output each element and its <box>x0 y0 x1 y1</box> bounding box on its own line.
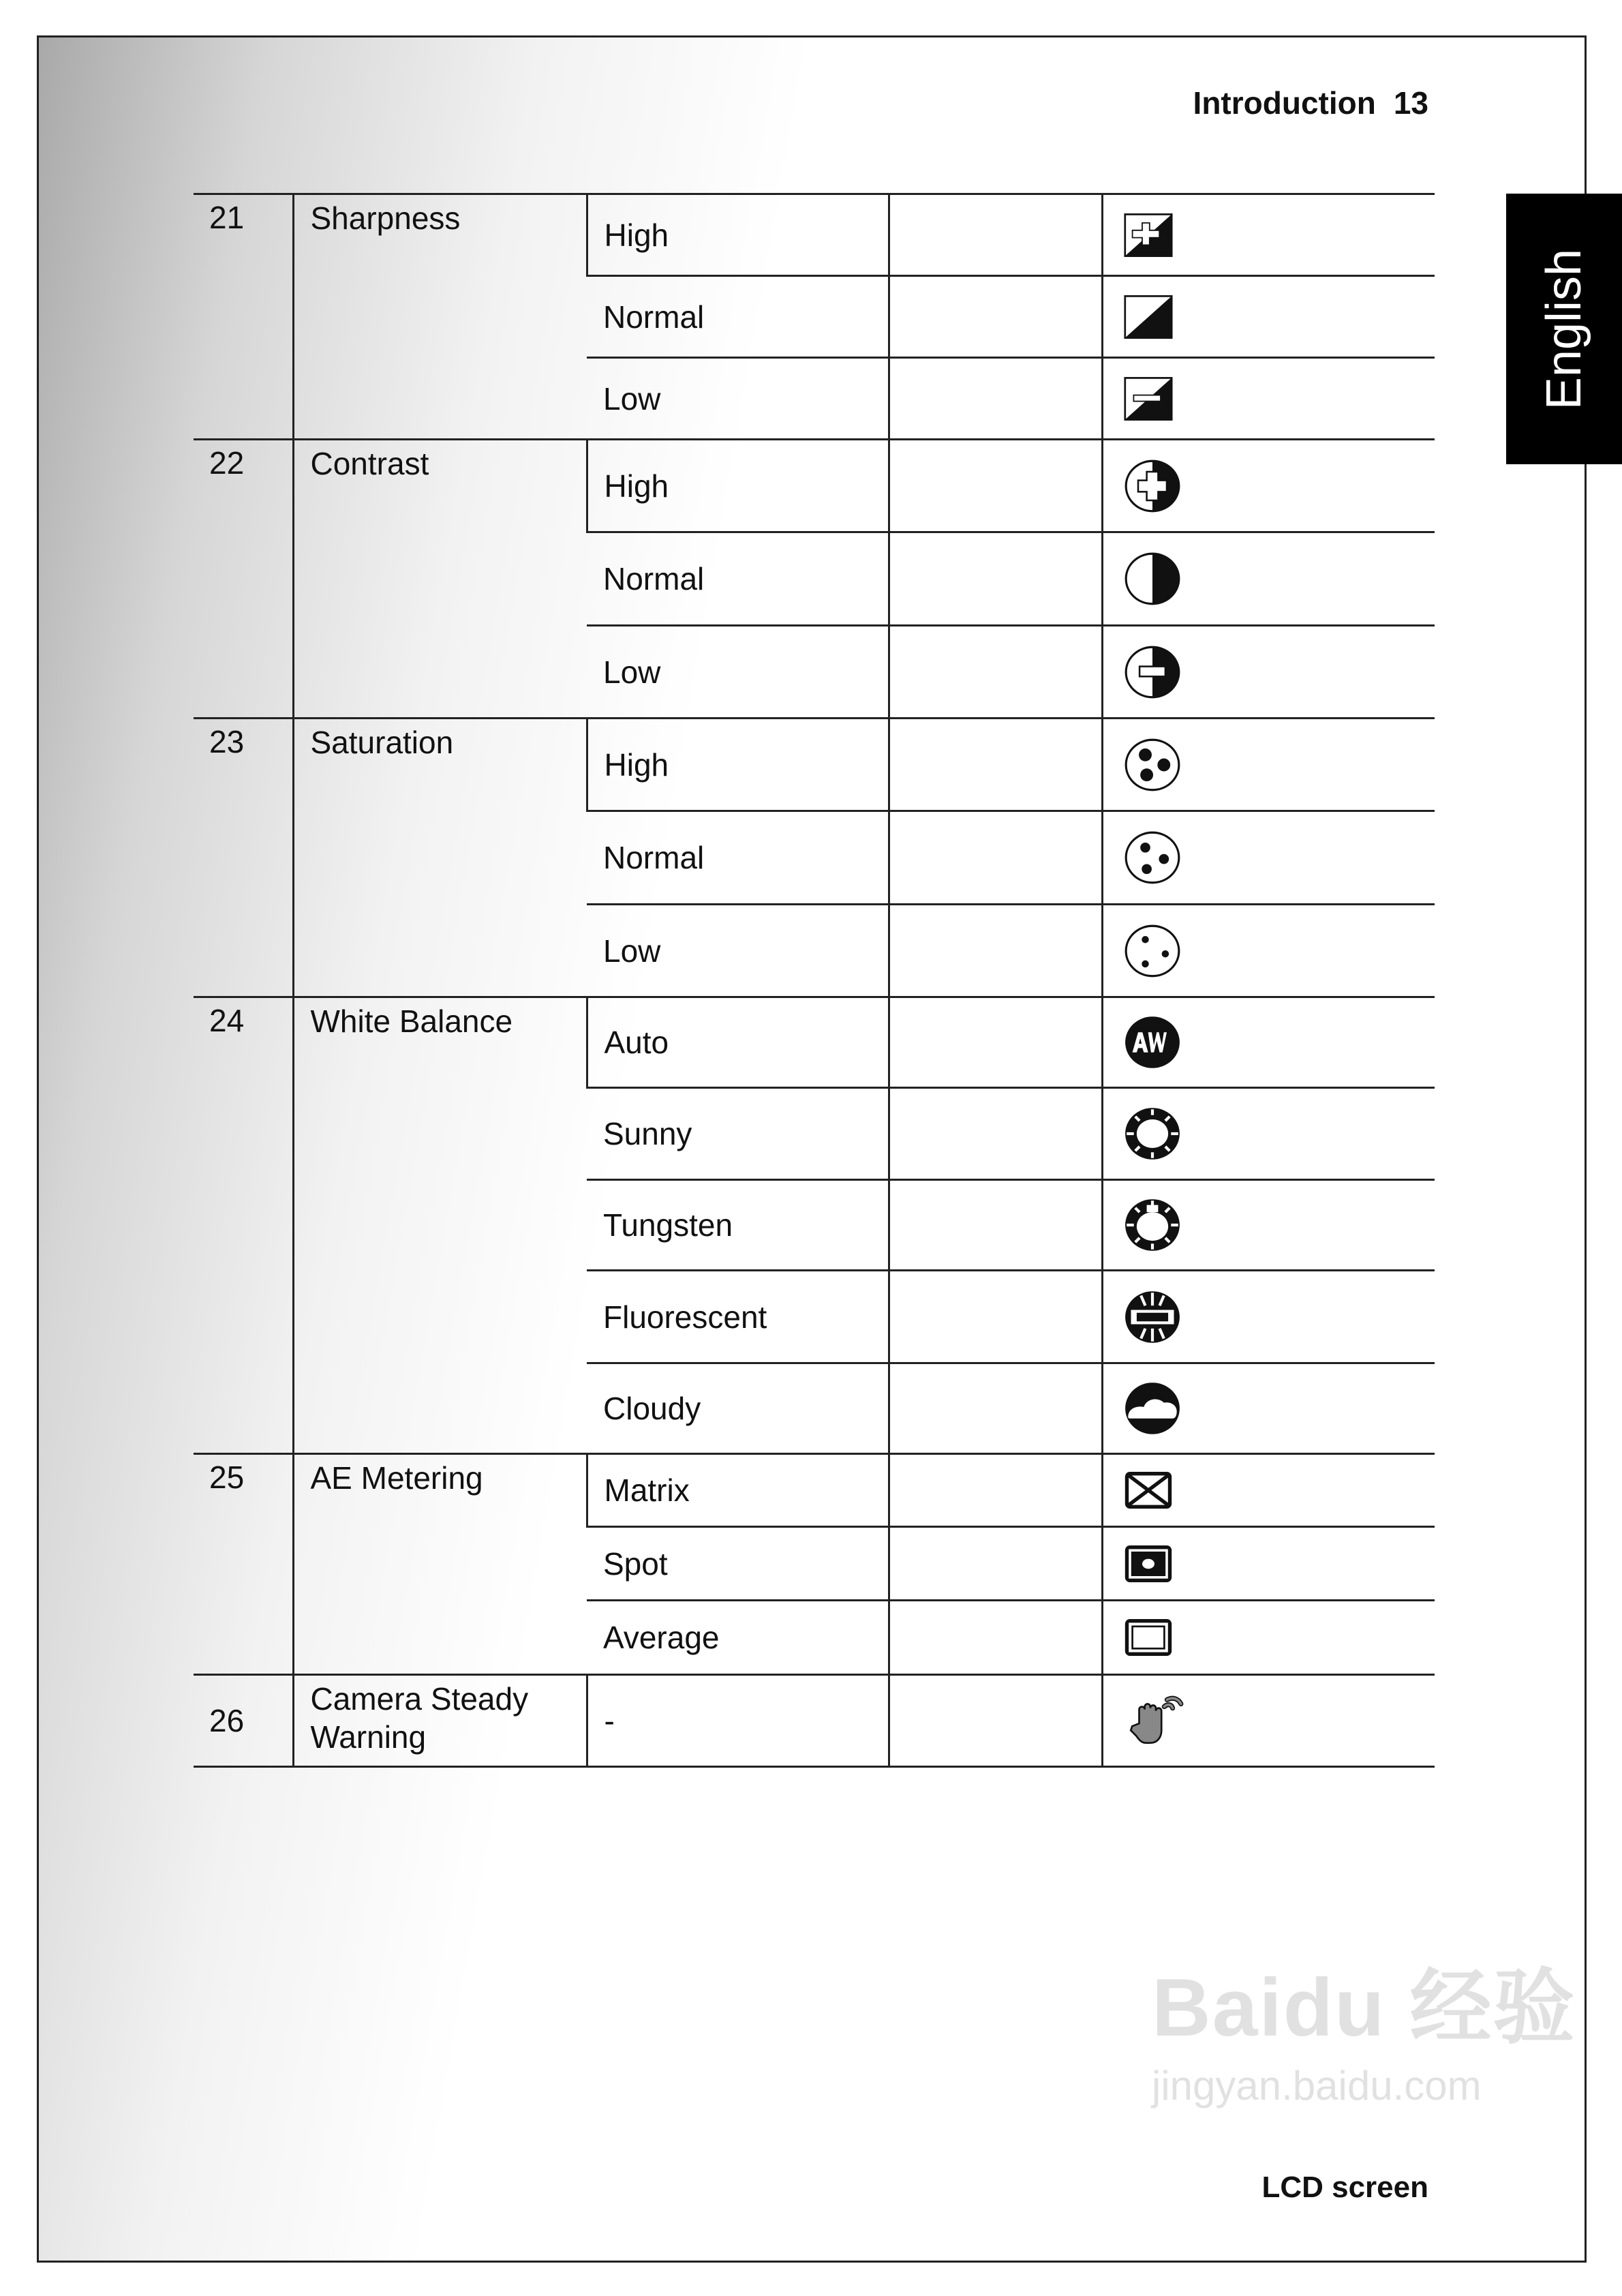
option-value: Auto <box>587 997 889 1088</box>
blank-cell <box>889 997 1102 1088</box>
section-title: Introduction <box>1193 85 1376 121</box>
page-number: 13 <box>1393 85 1428 121</box>
setting-number: 26 <box>194 1675 293 1767</box>
blank-cell <box>889 905 1102 997</box>
setting-label: Saturation <box>293 719 587 997</box>
saturation-high-icon <box>1102 719 1435 811</box>
contrast-high-icon <box>1102 440 1435 532</box>
option-value: Normal <box>587 811 889 905</box>
blank-cell <box>889 719 1102 811</box>
blank-cell <box>889 440 1102 532</box>
blank-cell <box>889 1527 1102 1601</box>
blank-cell <box>889 811 1102 905</box>
option-value: High <box>587 440 889 532</box>
sharpness-low-icon <box>1102 358 1435 440</box>
language-tab-label: English <box>1537 248 1591 410</box>
option-value: Cloudy <box>587 1363 889 1454</box>
setting-number: 24 <box>194 997 293 1454</box>
option-value: Low <box>587 905 889 997</box>
setting-number: 21 <box>194 194 293 440</box>
saturation-low-icon <box>1102 905 1435 997</box>
option-value: Matrix <box>587 1454 889 1527</box>
setting-label: Sharpness <box>293 194 587 440</box>
contrast-low-icon <box>1102 626 1435 719</box>
blank-cell <box>889 1271 1102 1363</box>
saturation-normal-icon <box>1102 811 1435 905</box>
setting-label: Contrast <box>293 440 587 719</box>
wb-fluorescent-icon <box>1102 1271 1435 1363</box>
option-value: Tungsten <box>587 1180 889 1271</box>
option-value: Spot <box>587 1527 889 1601</box>
metering-spot-icon <box>1102 1527 1435 1601</box>
contrast-normal-icon <box>1102 532 1435 626</box>
sharpness-high-icon <box>1102 194 1435 276</box>
settings-table <box>194 193 1435 1768</box>
option-value: Fluorescent <box>587 1271 889 1363</box>
table-row <box>194 1454 1435 1527</box>
option-value: - <box>587 1675 889 1767</box>
option-value: High <box>587 194 889 276</box>
option-value: Sunny <box>587 1088 889 1180</box>
watermark-logo: Baidu 经验 <box>1152 1962 1576 2053</box>
setting-label: White Balance <box>293 997 587 1454</box>
option-value: Average <box>587 1601 889 1675</box>
setting-label: AE Metering <box>293 1454 587 1675</box>
table-row <box>194 997 1435 1088</box>
blank-cell <box>889 1363 1102 1454</box>
blank-cell <box>889 1180 1102 1271</box>
blank-cell <box>889 1675 1102 1767</box>
blank-cell <box>889 194 1102 276</box>
option-value: Low <box>587 358 889 440</box>
language-tab <box>1506 194 1622 464</box>
sharpness-normal-icon <box>1102 276 1435 358</box>
blank-cell <box>889 276 1102 358</box>
option-value: Low <box>587 626 889 719</box>
setting-number: 23 <box>194 719 293 997</box>
table-row <box>194 440 1435 532</box>
wb-tungsten-icon <box>1102 1180 1435 1271</box>
wb-sunny-icon <box>1102 1088 1435 1180</box>
wb-auto-icon <box>1102 997 1435 1088</box>
table-row <box>194 1675 1435 1767</box>
table-row <box>194 719 1435 811</box>
setting-number: 25 <box>194 1454 293 1675</box>
blank-cell <box>889 1454 1102 1527</box>
blank-cell <box>889 1601 1102 1675</box>
wb-cloudy-icon <box>1102 1363 1435 1454</box>
option-value: Normal <box>587 276 889 358</box>
setting-number: 22 <box>194 440 293 719</box>
setting-label: Camera Steady Warning <box>293 1675 587 1767</box>
page-header <box>1193 85 1428 121</box>
metering-average-icon <box>1102 1601 1435 1675</box>
option-value: High <box>587 719 889 811</box>
camera-shake-icon <box>1102 1675 1435 1767</box>
blank-cell <box>889 358 1102 440</box>
metering-matrix-icon <box>1102 1454 1435 1527</box>
blank-cell <box>889 1088 1102 1180</box>
page-footer: LCD screen <box>1261 2171 1428 2204</box>
option-value: Normal <box>587 532 889 626</box>
watermark-url: jingyan.baidu.com <box>1152 2063 1482 2109</box>
blank-cell <box>889 532 1102 626</box>
blank-cell <box>889 626 1102 719</box>
table-row <box>194 194 1435 276</box>
